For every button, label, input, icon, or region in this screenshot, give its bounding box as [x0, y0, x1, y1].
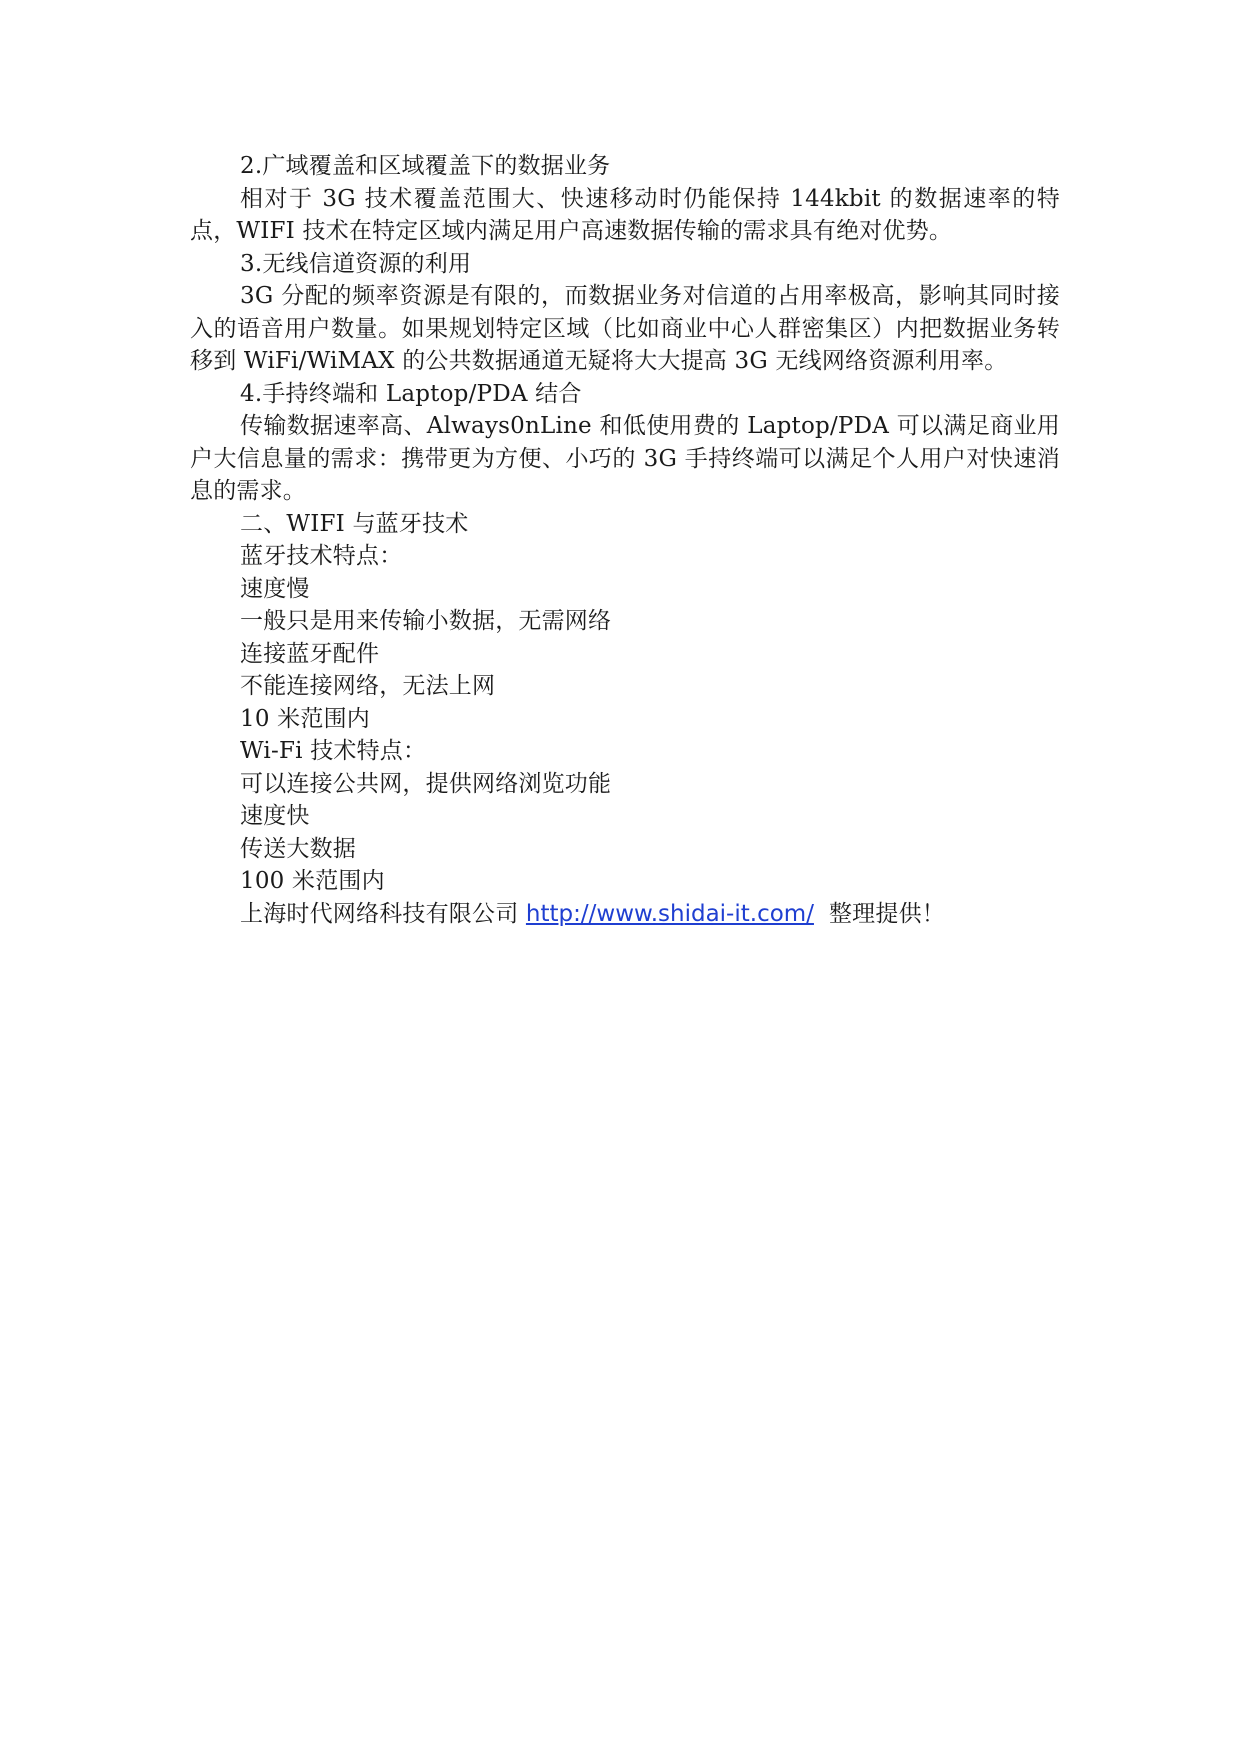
heading-handheld-laptop: 4.手持终端和 Laptop/PDA 结合 [240, 380, 582, 407]
heading-channel-resources: 3.无线信道资源的利用 [240, 250, 472, 277]
paragraph-3g-vs-wifi: 相对于 3G 技术覆盖范围大、快速移动时仍能保持 144kbit 的数据速率的特点，WIFI 技术在特定区域内满足用户高速数据传输的需求具有绝对优势。 [190, 185, 1060, 244]
company-website-link[interactable]: http://www.shidai-it.com/ [525, 900, 814, 927]
bluetooth-feature-item: 一般只是用来传输小数据，无需网络 [240, 608, 612, 634]
wifi-feature-item: 可以连接公共网，提供网络浏览功能 [240, 770, 612, 797]
bluetooth-feature-item: 不能连接网络，无法上网 [240, 673, 496, 699]
footer-suffix: 整理提供！ [828, 900, 945, 927]
bluetooth-feature-item: 10 米范围内 [240, 705, 370, 732]
footer-company: 上海时代网络科技有限公司 [240, 900, 519, 927]
bluetooth-features-label: 蓝牙技术特点： [240, 543, 403, 569]
wifi-features-label: Wi-Fi 技术特点： [240, 738, 427, 764]
document-body [190, 150, 1060, 930]
heading-wide-area-coverage: 2.广域覆盖和区域覆盖下的数据业务 [240, 153, 611, 179]
footer-credit [190, 898, 1060, 931]
wifi-feature-item: 速度快 [240, 803, 310, 829]
paragraph-channel-resources: 3G 分配的频率资源是有限的，而数据业务对信道的占用率极高，影响其同时接入的语音用户数量。如果规划特定区域（比如商业中心人群密集区）内把数据业务转移到 WiFi/WiMAX 的公共数据通道无疑将大大提高 3G 无线网络资源利用率。 [190, 283, 1060, 374]
heading-wifi-bluetooth: 二、WIFI 与蓝牙技术 [240, 510, 469, 537]
wifi-feature-item: 100 米范围内 [240, 868, 385, 894]
bluetooth-feature-item: 连接蓝牙配件 [240, 640, 380, 667]
wifi-feature-item: 传送大数据 [240, 835, 356, 862]
paragraph-handheld-laptop: 传输数据速率高、Always0nLine 和低使用费的 Laptop/PDA 可以满足商业用户大信息量的需求：携带更为方便、小巧的 3G 手持终端可以满足个人用户对快速消息的需求。 [190, 413, 1060, 504]
bluetooth-feature-item: 速度慢 [240, 575, 310, 602]
